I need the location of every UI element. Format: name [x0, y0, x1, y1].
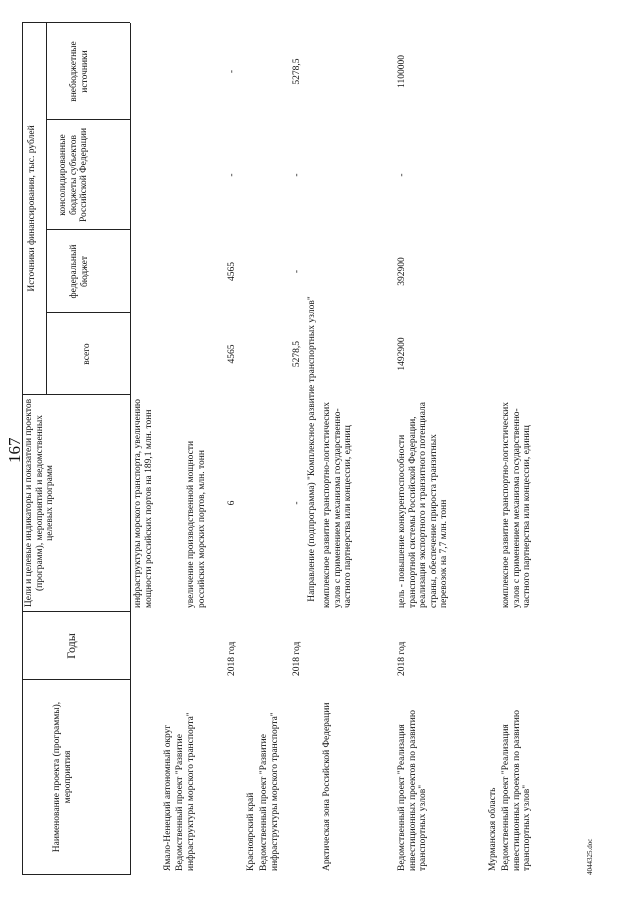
page-number: 167: [5, 437, 24, 463]
sources-header-line: [46, 23, 47, 395]
row-regional: -: [292, 173, 302, 177]
table-right-border: [22, 22, 130, 23]
row-federal: 392900: [397, 257, 407, 286]
row-name: Красноярский край: [246, 792, 256, 871]
col-line-years: [22, 679, 130, 680]
row-name: Мурманская область: [488, 787, 498, 871]
header-bottom-border: [130, 23, 131, 875]
row-total: 4565: [227, 344, 237, 364]
row-year: 2018 год: [227, 641, 237, 676]
row-extra: 5278,5: [292, 58, 302, 85]
col-line-federal: [46, 312, 130, 313]
row-total: 5278,5: [292, 340, 302, 368]
header-sources: Источники финансирования, тыс. рублей: [27, 125, 37, 292]
row-goal: увеличение производственной мощности российских морских портов, млн. тонн: [186, 440, 207, 608]
header-regional: консолидированные бюджеты субъектов Российской Федерации: [58, 127, 89, 223]
row-name: Арктическая зона Российской Федерации: [322, 702, 332, 871]
row-name: Ведомственный проект "Реализация инвестиционных проектов по развитию транспортных узлов": [397, 710, 428, 871]
col-line-sources: [22, 394, 130, 395]
header-goals: Цели и целевые индикаторы и показатели проектов (программ), мероприятий и ведомственных целевых программ: [24, 398, 55, 608]
row-extra: -: [227, 69, 237, 74]
row-regional: -: [397, 173, 407, 177]
header-total: всего: [82, 343, 92, 365]
row-year: 2018 год: [397, 641, 407, 676]
col-line-regional: [46, 229, 130, 230]
row-goal-value: -: [292, 501, 302, 505]
row-goal: комплексное развитие транспортно-логистических узлов с применением механизма государственно-частного партнерства или концессии, единиц: [501, 402, 532, 608]
direction-heading: Направление (подпрограмма) "Комплексное развитие транспортных узлов": [307, 296, 317, 602]
header-federal: федеральный бюджет: [69, 244, 90, 299]
row-name: Ведомственный проект "Развитие инфраструктуры морского транспорта": [175, 712, 196, 871]
col-line-extra: [46, 119, 130, 120]
row-federal: 4565: [227, 262, 237, 281]
header-name: Наименование проекта (программы), мероприятия: [52, 701, 73, 853]
col-line-goals: [22, 611, 130, 612]
footer-filename: 4044325.doc: [586, 838, 594, 875]
row-year: 2018 год: [292, 641, 302, 676]
row-total: 1492900: [397, 337, 407, 371]
row-name: Ямало-Ненецкий автономный округ: [163, 724, 173, 871]
row-extra: 1100000: [397, 55, 407, 88]
row-goal: комплексное развитие транспортно-логистических узлов с применением механизма государственно-частного партнерства или концессии, единиц: [322, 402, 353, 608]
row-goal: инфраструктуры морского транспорта, увеличению мощности российских портов на 189,1 млн. тонн: [133, 398, 154, 608]
row-federal: -: [292, 269, 302, 274]
row-goal: цель - повышение конкурентоспособности транспортной системы Российской Федерации, реализация экспортного и транзитного потенциала страны, обеспечение прироста транзитных перевозок на 7,7 млн. тонн: [397, 402, 449, 608]
header-extra: внебюджетные источники: [69, 41, 90, 102]
table-top-border: [22, 23, 23, 875]
row-name: Ведомственный проект "Реализация инвестиционных проектов по развитию транспортных узлов": [501, 710, 532, 871]
table-left-border: [22, 874, 130, 875]
row-name: Ведомственный проект "Развитие инфраструктуры морского транспорта": [259, 712, 280, 871]
row-regional: -: [227, 173, 237, 177]
row-goal-value: 6: [227, 500, 237, 506]
header-years: Годы: [64, 633, 78, 659]
